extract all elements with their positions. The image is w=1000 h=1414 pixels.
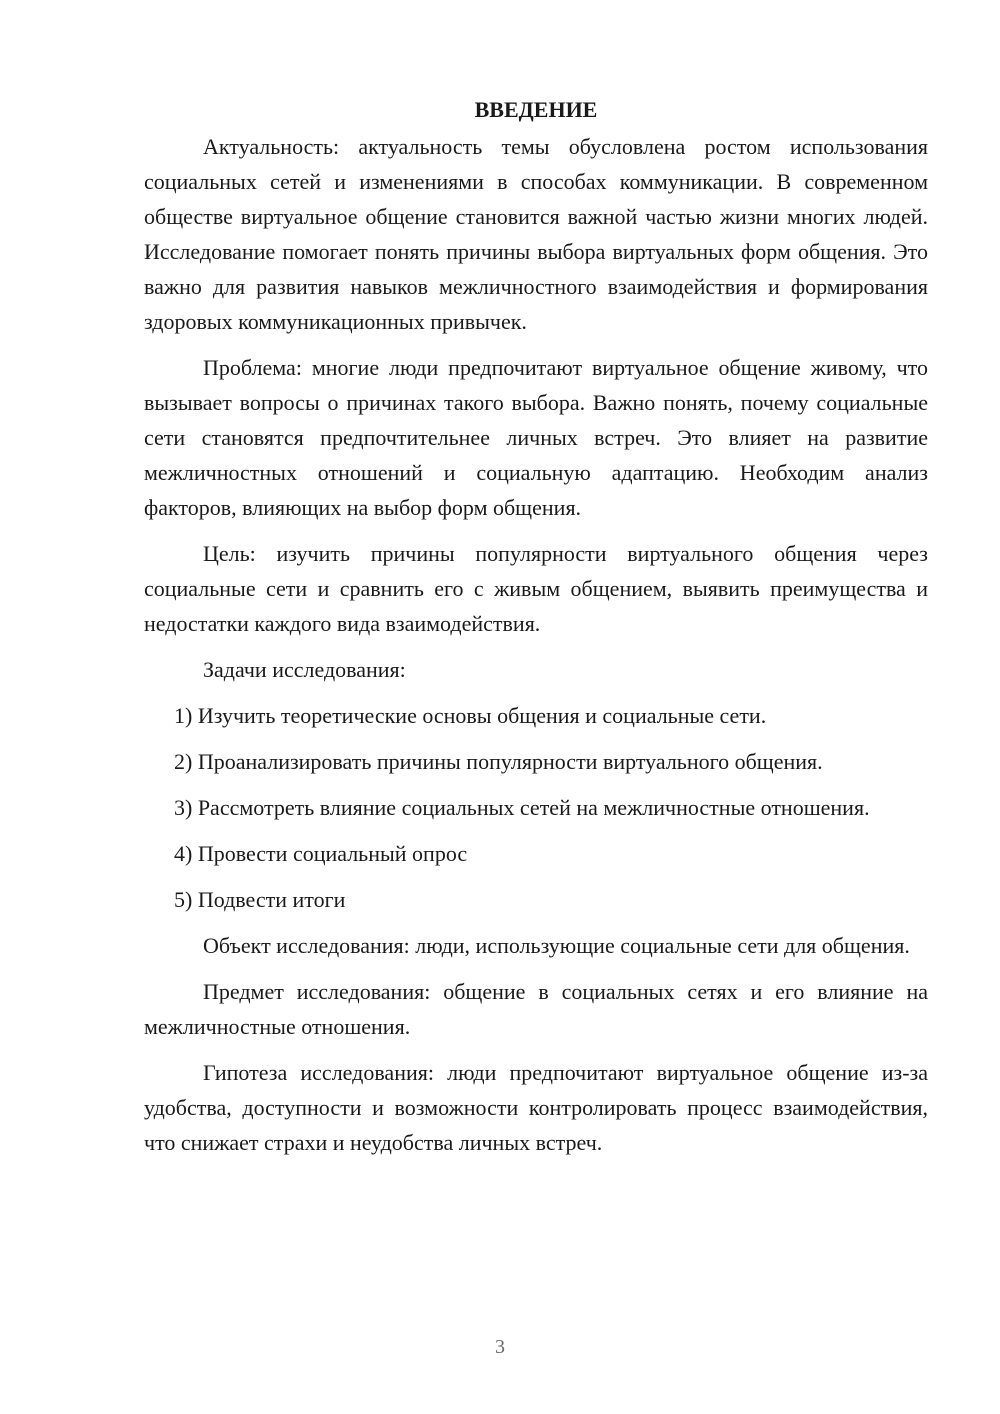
- paragraph-goal: Цель: изучить причины популярности виртуального общения через социальные сети и сравнить его с живым общением, выявить преимущества и недостатки каждого вида взаимодействия.: [144, 541, 928, 636]
- page-title: ВВЕДЕНИЕ: [474, 97, 598, 122]
- task-item-5: 5) Подвести итоги: [174, 887, 346, 912]
- task-item-3: 3) Рассмотреть влияние социальных сетей на межличностные отношения.: [174, 795, 870, 820]
- tasks-heading: Задачи исследования:: [203, 657, 406, 682]
- paragraph-subject: Предмет исследования: общение в социальных сетях и его влияние на межличностные отношения.: [144, 979, 928, 1039]
- paragraph-object: Объект исследования: люди, использующие социальные сети для общения.: [203, 933, 910, 958]
- paragraph-hypothesis: Гипотеза исследования: люди предпочитают виртуальное общение из-за удобства, доступности и возможности контролировать процесс взаимодействия, что снижает страхи и неудобства личных встреч.: [144, 1060, 928, 1155]
- task-item-2: 2) Проанализировать причины популярности виртуального общения.: [174, 749, 823, 774]
- page-number: 3: [495, 1336, 505, 1358]
- task-item-1: 1) Изучить теоретические основы общения и социальные сети.: [174, 703, 767, 728]
- paragraph-problem: Проблема: многие люди предпочитают виртуальное общение живому, что вызывает вопросы о причинах такого выбора. Важно понять, почему социальные сети становятся предпочтительнее личных встреч. Это влияет на развитие межличностных отношений и социальную адаптацию. Необходим анализ факторов, влияющих на выбор форм общения.: [144, 355, 928, 520]
- task-item-4: 4) Провести социальный опрос: [174, 841, 468, 866]
- paragraph-relevance: Актуальность: актуальность темы обусловлена ростом использования социальных сетей и изменениями в способах коммуникации. В современном обществе виртуальное общение становится важной частью жизни многих людей. Исследование помогает понять причины выбора виртуальных форм общения. Это важно для развития навыков межличностного взаимодействия и формирования здоровых коммуникационных привычек.: [144, 134, 928, 334]
- document-page: [144, 92, 928, 1171]
